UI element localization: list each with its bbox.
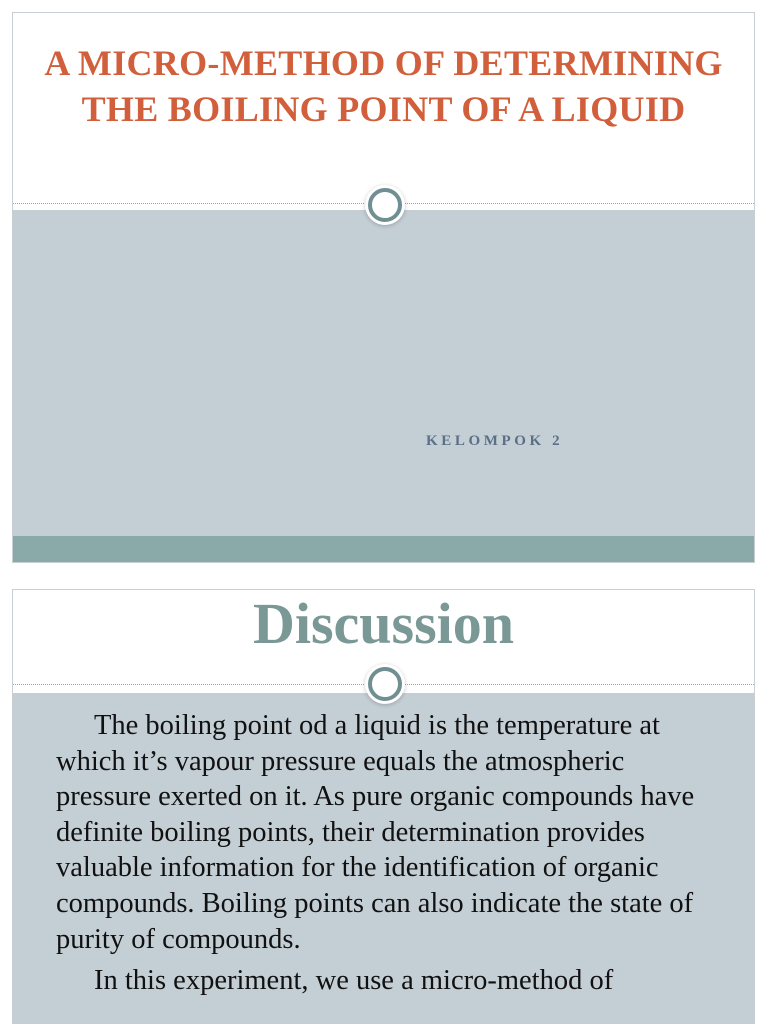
body-text [56, 708, 724, 1005]
content-panel [13, 210, 754, 536]
discussion-slide [12, 589, 755, 1024]
title-area [13, 13, 754, 203]
paragraph: In this experiment, we use a micro-method of [94, 965, 614, 997]
footer-bar [13, 536, 754, 562]
slide-subtitle: KELOMPOK 2 [426, 433, 564, 449]
slide-title: Discussion [252, 591, 515, 656]
title-slide [12, 12, 755, 563]
paragraph: The boiling point od a liquid is the temperature at which it’s vapour pressure equals the atmospheric pressure exerted on it. As pure organic compounds have definite boiling points, their determination provides valuable information for the identification of organic compounds. Boiling points can also indicate the state of purity of compounds. [56, 710, 695, 955]
slide-title: A MICRO-METHOD OF DETERMINING THE BOILING POINT OF A LIQUID [44, 43, 723, 129]
circle-ring-icon [368, 188, 402, 222]
circle-ring-icon [368, 667, 402, 701]
